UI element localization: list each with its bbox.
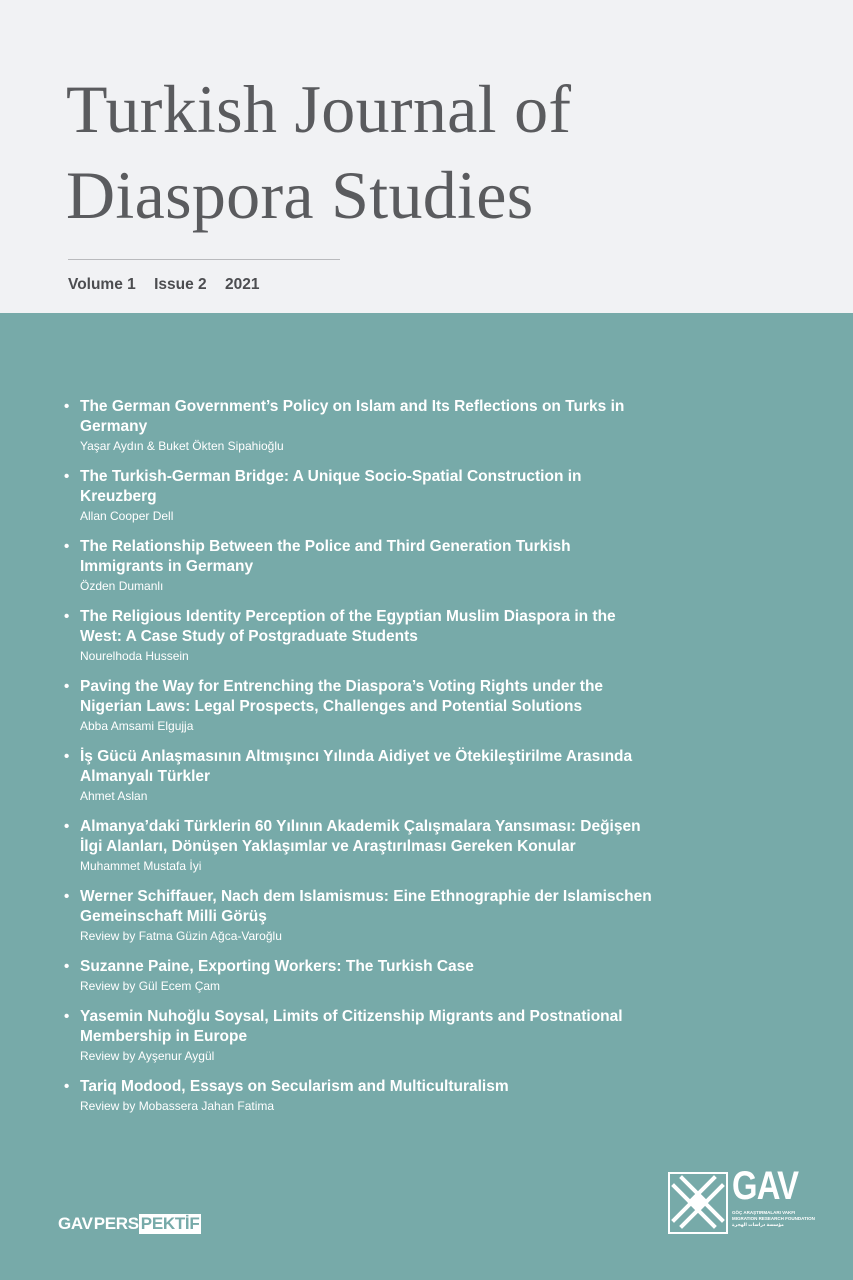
journal-title-line2: Diaspora Studies xyxy=(66,157,534,233)
bullet-icon: • xyxy=(64,958,70,975)
brand-pektif: PEKTİF xyxy=(140,1214,200,1233)
article-item xyxy=(64,467,654,524)
brand-pers: PERS xyxy=(93,1214,139,1233)
article-title: Almanya’daki Türklerin 60 Yılının Akademik Çalışmalara Yansıması: Değişen İlgi Alanları, Dönüşen Yaklaşımlar ve Araştırılması Gereken Konular xyxy=(80,818,641,855)
article-title: The Relationship Between the Police and Third Generation Turkish Immigrants in Germany xyxy=(80,538,571,575)
issue-label: Issue 2 xyxy=(154,276,207,293)
gav-wordmark: GAV xyxy=(732,1164,799,1208)
bullet-icon: • xyxy=(64,748,70,765)
article-item xyxy=(64,957,654,994)
gav-subtitle-ar: مؤسسة دراسات الهجرة xyxy=(732,1222,784,1227)
year-label: 2021 xyxy=(224,276,260,293)
article-author: Nourelhoda Hussein xyxy=(80,649,189,663)
article-title: The Religious Identity Perception of the Egyptian Muslim Diaspora in the West: A Case Study of Postgraduate Students xyxy=(80,608,616,645)
article-author: Ahmet Aslan xyxy=(80,789,148,803)
gav-subtitle-en: MIGRATION RESEARCH FOUNDATION xyxy=(732,1216,815,1221)
volume-label: Volume 1 xyxy=(68,276,136,293)
bullet-icon: • xyxy=(64,888,70,905)
article-author: Review by Ayşenur Aygül xyxy=(80,1049,215,1063)
bullet-icon: • xyxy=(64,398,70,415)
bullet-icon: • xyxy=(64,678,70,695)
title-divider xyxy=(68,259,340,260)
article-title: Paving the Way for Entrenching the Diaspora’s Voting Rights under the Nigerian Laws: Legal Prospects, Challenges and Potential Solutions xyxy=(80,678,604,715)
article-author: Allan Cooper Dell xyxy=(80,509,174,523)
article-author: Özden Dumanlı xyxy=(80,579,164,593)
article-item xyxy=(64,887,654,944)
brand-gav: GAV xyxy=(58,1214,93,1233)
article-item xyxy=(64,1007,654,1064)
article-title: Yasemin Nuhoğlu Soysal, Limits of Citizenship Migrants and Postnational Membership in Europe xyxy=(80,1008,623,1045)
article-item xyxy=(64,1077,654,1114)
gav-subtitle xyxy=(732,1210,815,1228)
journal-title-line1: Turkish Journal of xyxy=(66,71,572,147)
bullet-icon: • xyxy=(64,468,70,485)
gav-subtitle-tr: GÖÇ ARAŞTIRMALARI VAKFI xyxy=(732,1210,796,1215)
article-title: Suzanne Paine, Exporting Workers: The Turkish Case xyxy=(80,958,474,975)
article-item xyxy=(64,677,654,734)
issue-info xyxy=(68,276,259,294)
bullet-icon: • xyxy=(64,608,70,625)
gav-pattern-icon xyxy=(668,1172,728,1234)
article-author: Yaşar Aydın & Buket Ökten Sipahioğlu xyxy=(80,439,284,453)
header-band xyxy=(0,0,853,313)
article-author: Review by Gül Ecem Çam xyxy=(80,979,221,993)
article-author: Review by Mobassera Jahan Fatima xyxy=(80,1099,275,1113)
gav-foundation-logo xyxy=(668,1164,815,1240)
gav-perspektif-logo xyxy=(58,1214,201,1234)
article-item xyxy=(64,747,654,804)
journal-title xyxy=(66,66,571,238)
bullet-icon: • xyxy=(64,538,70,555)
article-title: İş Gücü Anlaşmasının Altmışıncı Yılında Aidiyet ve Ötekileştirilme Arasında Almanyalı Türkler xyxy=(80,748,633,785)
article-author: Abba Amsami Elgujja xyxy=(80,719,194,733)
article-title: The Turkish-German Bridge: A Unique Socio-Spatial Construction in Kreuzberg xyxy=(80,468,582,505)
bullet-icon: • xyxy=(64,1008,70,1025)
bullet-icon: • xyxy=(64,1078,70,1095)
article-title: Tariq Modood, Essays on Secularism and Multiculturalism xyxy=(80,1078,509,1095)
article-title: The German Government’s Policy on Islam and Its Reflections on Turks in Germany xyxy=(80,398,625,435)
article-author: Muhammet Mustafa İyi xyxy=(80,859,202,873)
article-list xyxy=(64,397,654,1127)
bullet-icon: • xyxy=(64,818,70,835)
article-title: Werner Schiffauer, Nach dem Islamismus: Eine Ethnographie der Islamischen Gemeinschaft Milli Görüş xyxy=(80,888,652,925)
article-author: Review by Fatma Güzin Ağca-Varoğlu xyxy=(80,929,282,943)
article-item xyxy=(64,607,654,664)
article-item xyxy=(64,537,654,594)
article-item xyxy=(64,817,654,874)
article-item xyxy=(64,397,654,454)
